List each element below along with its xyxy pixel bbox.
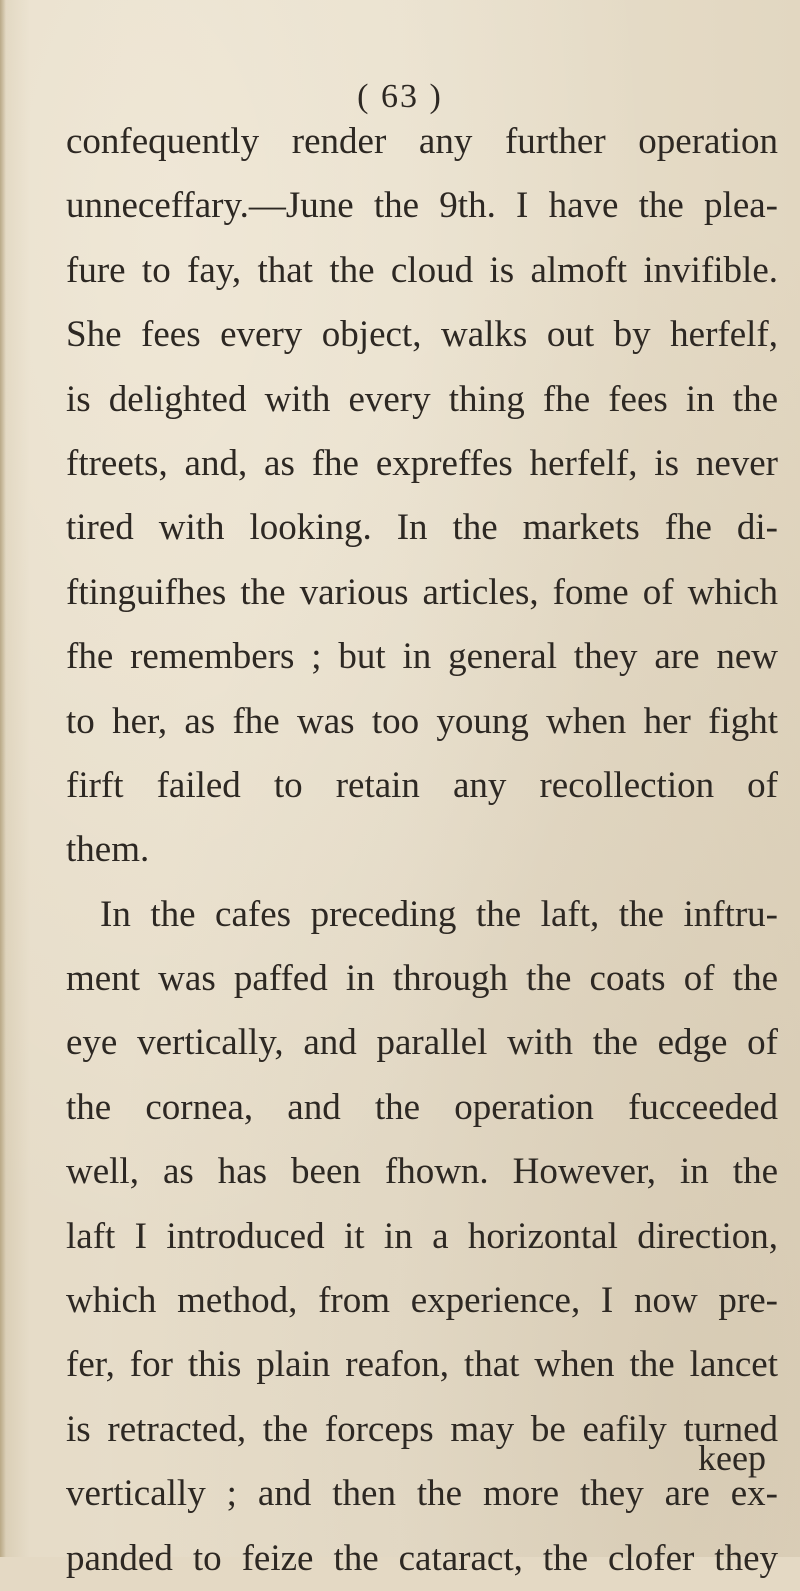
text-line: firft failed to retain any recollection of bbox=[66, 764, 778, 806]
text-line: ment was paffed in through the coats of the bbox=[66, 958, 778, 1000]
page-number: ( 63 ) bbox=[357, 78, 443, 115]
text-line: laft I introduced it in a horizontal direction, bbox=[66, 1215, 778, 1257]
text-line: fhe remembers ; but in general they are new bbox=[66, 636, 778, 678]
page-edge-shadow bbox=[0, 0, 6, 1557]
text-line: unneceffary.—June the 9th. I have the plea- bbox=[66, 185, 778, 227]
catchword: keep bbox=[698, 1438, 766, 1478]
text-line: ftinguifhes the various articles, fome of which bbox=[66, 571, 778, 613]
text-line: is retracted, the forceps may be eafily turned bbox=[66, 1408, 778, 1450]
text-line: the cornea, and the operation fucceeded bbox=[66, 1086, 778, 1128]
text-line: fure to fay, that the cloud is almoft invifible. bbox=[66, 249, 778, 291]
text-body bbox=[66, 110, 778, 1591]
text-line: ftreets, and, as fhe expreffes herfelf, is never bbox=[66, 442, 778, 484]
paragraph-end-line: them. bbox=[66, 829, 150, 871]
text-line: She fees every object, walks out by herfelf, bbox=[66, 314, 778, 356]
text-line: is delighted with every thing fhe fees in the bbox=[66, 378, 778, 420]
paragraph-start-line: In the cafes preceding the laft, the inftru- bbox=[100, 893, 778, 935]
text-line: to her, as fhe was too young when her fight bbox=[66, 700, 778, 742]
text-line: tired with looking. In the markets fhe di- bbox=[66, 507, 778, 549]
text-line: vertically ; and then the more they are ex- bbox=[66, 1473, 778, 1515]
text-line: fer, for this plain reafon, that when the lancet bbox=[66, 1344, 778, 1386]
text-line: which method, from experience, I now pre- bbox=[66, 1280, 778, 1322]
text-line: well, as has been fhown. However, in the bbox=[66, 1151, 778, 1193]
text-line: eye vertically, and parallel with the edge of bbox=[66, 1022, 778, 1064]
text-line: confequently render any further operation bbox=[66, 121, 778, 162]
text-line: panded to feize the cataract, the clofer they bbox=[66, 1537, 778, 1579]
